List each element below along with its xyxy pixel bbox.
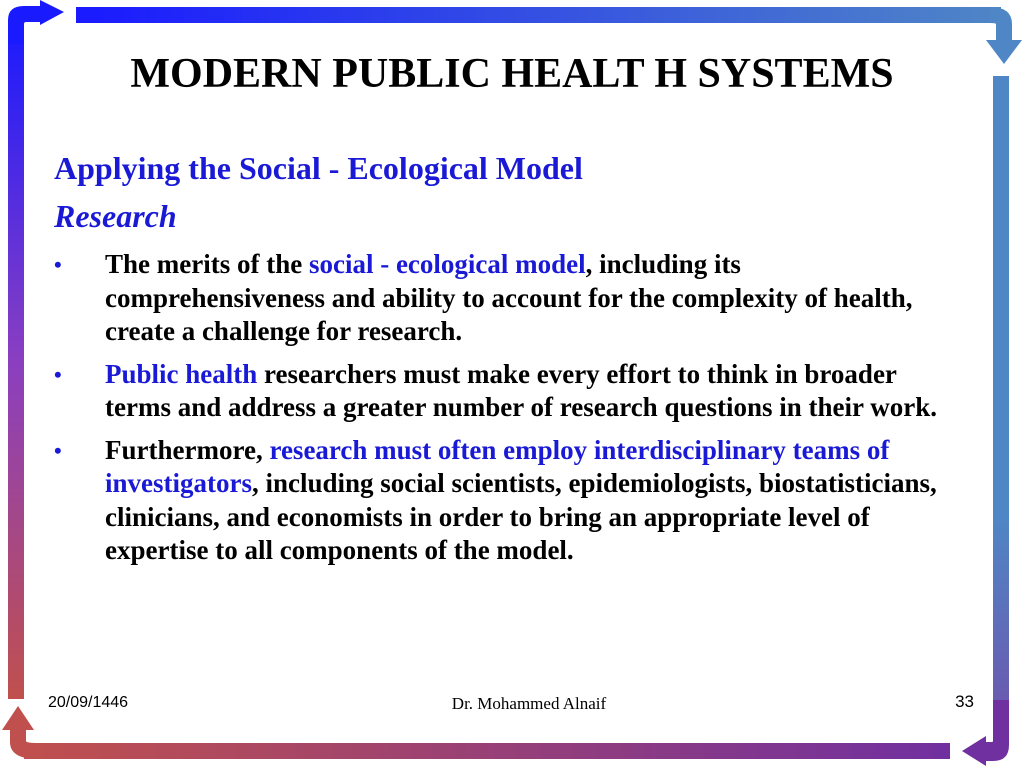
bullet-text-part: , including social scientists, epidemiologists, biostatisticians, clinicians, and economists in order to bring an appropriate level of expertise to all components of the model.	[105, 468, 937, 565]
bullet-list	[54, 248, 954, 577]
bullet-icon: •	[54, 252, 62, 277]
frame-left-bar	[8, 24, 24, 699]
bullet-text-part: , including its comprehensiveness and ability to account for the complexity of health, create a challenge for research.	[105, 249, 913, 346]
slide-subheading: Research	[54, 198, 177, 234]
bullet-text-part: Furthermore,	[105, 434, 270, 465]
footer-author: Dr. Mohammed Alnaif	[451, 694, 607, 713]
bullet-text-part: researchers must make every effort to think in broader terms and address a greater number of research questions in their work.	[105, 358, 937, 422]
bullet-icon: •	[54, 437, 62, 463]
page-number: 33	[955, 692, 974, 711]
bullet-highlight: research must often employ interdisciplinary teams of investigators	[105, 434, 890, 498]
frame-arrow-right-icon	[8, 0, 64, 44]
bullet-highlight: Public health	[105, 358, 258, 389]
bullet-icon: •	[54, 361, 62, 387]
slide-title: MODERN PUBLIC HEALT H SYSTEMS	[130, 51, 894, 97]
bullet-item	[54, 358, 954, 425]
bullet-highlight: social - ecological model	[308, 249, 586, 279]
bullet-item	[54, 434, 954, 568]
footer-date: 20/09/1446	[48, 694, 129, 711]
bullet-text-part: The merits of the	[105, 249, 309, 279]
bullet-item	[54, 248, 954, 349]
frame-bottom-bar	[24, 743, 950, 759]
frame-top-bar	[76, 7, 1001, 23]
slide-heading: Applying the Social - Ecological Model	[54, 150, 583, 186]
frame-right-bar	[993, 76, 1009, 706]
